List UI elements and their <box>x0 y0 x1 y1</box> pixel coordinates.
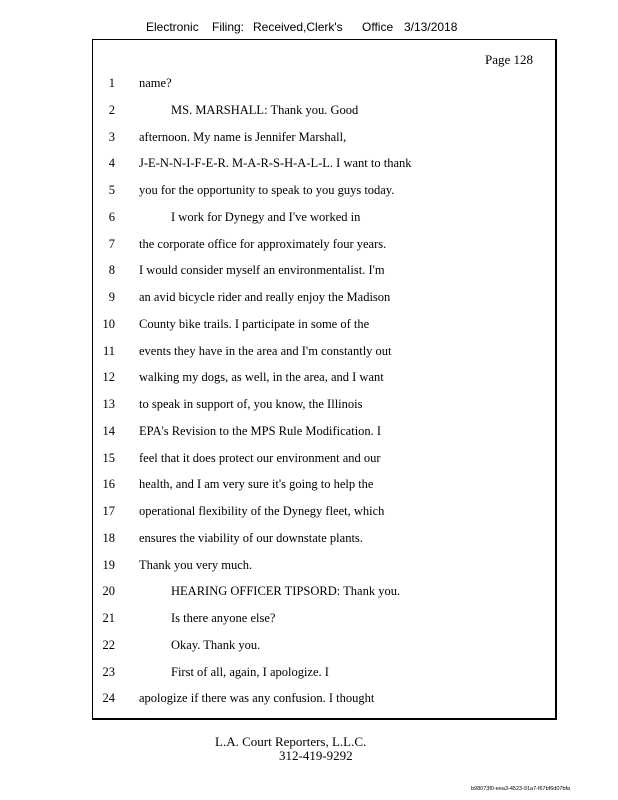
line-number: 22 <box>102 637 115 652</box>
transcript-line <box>93 611 553 629</box>
line-number: 13 <box>102 397 115 411</box>
electronic-filing-header <box>0 20 618 36</box>
line-text: ensures the viability of our downstate plants. <box>139 530 363 545</box>
transcript-line <box>93 210 553 228</box>
transcript-line <box>93 156 553 174</box>
line-text: MS. MARSHALL: Thank you. Good <box>171 102 359 117</box>
page-number: Page 128 <box>484 52 533 67</box>
court-reporter-phone: 312-419-9292 <box>279 748 353 763</box>
transcript-line <box>93 317 553 335</box>
transcript-line <box>93 691 553 709</box>
line-number: 15 <box>102 450 115 465</box>
line-number: 21 <box>102 611 115 625</box>
court-reporter-firm: L.A. Court Reporters, L.L.C. <box>215 734 367 749</box>
line-text: walking my dogs, as well, in the area, and I want <box>139 370 384 385</box>
line-text: feel that it does protect our environment and our <box>139 450 381 465</box>
transcript-line <box>93 665 553 683</box>
transcript-line <box>93 344 553 362</box>
filing-header-date: 3/13/2018 <box>404 20 458 34</box>
line-text: an avid bicycle rider and really enjoy the Madison <box>139 290 391 304</box>
transcript-line <box>93 584 553 602</box>
line-number: 4 <box>108 156 115 171</box>
line-text: Thank you very much. <box>139 557 253 572</box>
filing-header-word-electronic: Electronic <box>146 20 199 34</box>
line-number: 9 <box>108 290 115 304</box>
line-text: name? <box>139 76 172 90</box>
line-text: I would consider myself an environmentalist. I'm <box>139 263 385 278</box>
transcript-line <box>93 477 553 495</box>
line-number: 3 <box>108 129 115 144</box>
line-number: 20 <box>102 584 115 599</box>
line-text: events they have in the area and I'm constantly out <box>139 343 392 358</box>
line-text: the corporate office for approximately four years. <box>139 236 387 251</box>
line-number: 8 <box>108 263 115 278</box>
transcript-line <box>93 290 553 308</box>
transcript-line <box>93 638 553 656</box>
line-text: J-E-N-N-I-F-E-R. M-A-R-S-H-A-L-L. I want to thank <box>139 156 412 171</box>
transcript-line <box>93 504 553 522</box>
line-text: HEARING OFFICER TIPSORD: Thank you. <box>171 584 401 599</box>
filing-header-word-received: Received,Clerk's <box>253 20 343 34</box>
transcript-line <box>93 531 553 549</box>
document-id: b98073f0-eea3-4523-91a7-f67bf6d07bfa <box>471 786 571 792</box>
line-text: apologize if there was any confusion. I thought <box>139 691 375 706</box>
line-text: operational flexibility of the Dynegy fleet, which <box>139 504 385 518</box>
line-text: Okay. Thank you. <box>171 637 261 652</box>
transcript-line <box>93 76 553 94</box>
line-number: 19 <box>102 557 115 572</box>
transcript-line <box>93 103 553 121</box>
line-text: afternoon. My name is Jennifer Marshall, <box>139 129 347 144</box>
line-text: health, and I am very sure it's going to help the <box>139 477 374 492</box>
line-text: to speak in support of, you know, the Illinois <box>139 397 363 411</box>
line-number: 10 <box>102 316 115 331</box>
line-text: I work for Dynegy and I've worked in <box>171 209 361 224</box>
line-number: 11 <box>102 343 115 358</box>
line-text: Is there anyone else? <box>171 611 276 625</box>
line-text: you for the opportunity to speak to you guys today. <box>139 183 395 197</box>
filing-header-word-office: Office <box>362 20 394 34</box>
line-number: 23 <box>102 664 115 679</box>
transcript-line <box>93 424 553 442</box>
line-number: 12 <box>102 370 115 385</box>
line-text: First of all, again, I apologize. I <box>171 664 329 679</box>
transcript-line <box>93 451 553 469</box>
line-number: 24 <box>102 691 115 706</box>
line-number: 17 <box>102 504 115 518</box>
line-number: 1 <box>108 76 115 90</box>
line-number: 14 <box>102 423 115 438</box>
transcript-line <box>93 237 553 255</box>
transcript-line <box>93 397 553 415</box>
transcript-line <box>93 370 553 388</box>
line-number: 16 <box>102 477 115 492</box>
transcript-line <box>93 263 553 281</box>
transcript-page <box>92 39 557 720</box>
line-number: 7 <box>108 236 115 251</box>
transcript-line <box>93 558 553 576</box>
line-text: County bike trails. I participate in some of the <box>139 316 370 331</box>
line-number: 2 <box>108 102 115 117</box>
transcript-line <box>93 183 553 201</box>
transcript-line <box>93 130 553 148</box>
line-number: 18 <box>102 530 115 545</box>
line-number: 6 <box>108 209 115 224</box>
filing-header-word-filing: Filing: <box>212 20 245 34</box>
line-text: EPA's Revision to the MPS Rule Modification. I <box>139 423 382 438</box>
line-number: 5 <box>108 183 115 197</box>
